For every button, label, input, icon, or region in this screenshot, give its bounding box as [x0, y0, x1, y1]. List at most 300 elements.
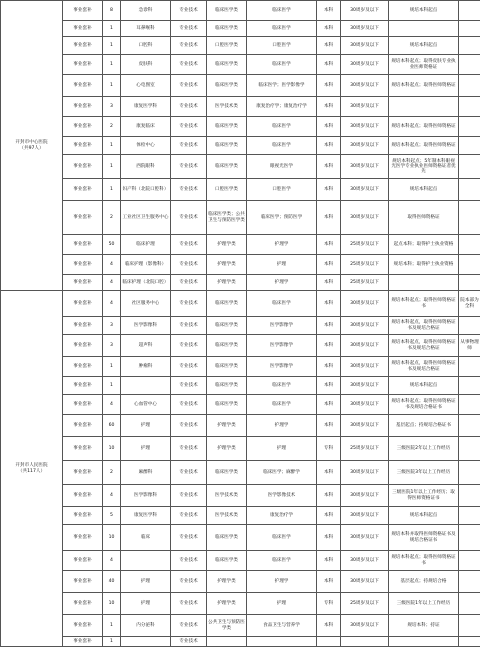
table-row — [1, 551, 480, 571]
education-cell: 本科 — [317, 255, 341, 275]
requirement-cell: 规培本科起点 — [389, 1, 459, 21]
education-cell: 本科 — [317, 357, 341, 377]
education-cell: 本科 — [317, 395, 341, 415]
table-row — [1, 21, 480, 37]
major-cell: 食品卫生与营养学 — [247, 615, 317, 637]
position-category-cell: 专业技术 — [171, 291, 207, 317]
hospital-name: 开封市中心医院 — [2, 140, 61, 145]
department-cell: 康复临床 — [121, 117, 171, 137]
note-cell — [459, 507, 480, 525]
age-limit-cell: 30周岁及以下 — [341, 291, 389, 317]
department-cell: 西院眼科 — [121, 155, 171, 179]
major-category-cell: 医学技术类 — [207, 97, 247, 117]
table-row — [1, 485, 480, 507]
table-row — [1, 75, 480, 97]
post-type-cell: 事业套补 — [63, 275, 103, 291]
major-category-cell: 临床医学类；公共卫生与预防医学类 — [207, 201, 247, 235]
headcount-cell: 4 — [103, 255, 121, 275]
requirement-cell: 规培本科起点；取得皮肤专业执业医师资格证 — [389, 55, 459, 75]
note-cell — [459, 55, 480, 75]
age-limit-cell: 30周岁及以下 — [341, 395, 389, 415]
age-limit-cell: 30周岁及以下 — [341, 415, 389, 437]
education-cell: 本科 — [317, 235, 341, 255]
education-cell: 本科 — [317, 507, 341, 525]
education-cell: 专科 — [317, 593, 341, 615]
headcount-cell: 1 — [103, 179, 121, 201]
headcount-cell: 1 — [103, 155, 121, 179]
major-cell: 护理 — [247, 593, 317, 615]
requirement-cell: 基层起点；持规培合格 — [389, 571, 459, 593]
hospital-name: 开封市人民医院 — [2, 463, 61, 468]
major-category-cell: 临床医学类 — [207, 291, 247, 317]
major-category-cell: 护理学类 — [207, 255, 247, 275]
headcount-cell: 4 — [103, 291, 121, 317]
department-cell: 皮肤科 — [121, 55, 171, 75]
note-cell — [459, 571, 480, 593]
age-limit-cell: 30周岁及以下 — [341, 21, 389, 37]
requirement-cell: 起点本科；取得护士执业资格 — [389, 235, 459, 255]
headcount-cell: 5 — [103, 507, 121, 525]
headcount-cell: 2 — [103, 201, 121, 235]
major-cell: 康复治疗学；康复治疗学 — [247, 97, 317, 117]
age-limit-cell — [341, 637, 389, 647]
education-cell: 本科 — [317, 415, 341, 437]
headcount-cell: 1 — [103, 377, 121, 395]
major-category-cell: 临床医学类 — [207, 551, 247, 571]
post-type-cell: 事业套补 — [63, 21, 103, 37]
position-category-cell: 专业技术 — [171, 395, 207, 415]
position-category-cell: 专业技术 — [171, 137, 207, 155]
age-limit-cell: 25周岁及以下 — [341, 275, 389, 291]
education-cell: 本科 — [317, 377, 341, 395]
headcount-cell: 4 — [103, 395, 121, 415]
table-row — [1, 437, 480, 461]
post-type-cell: 事业套补 — [63, 37, 103, 55]
table-row — [1, 335, 480, 357]
education-cell: 本科 — [317, 571, 341, 593]
age-limit-cell: 30周岁及以下 — [341, 357, 389, 377]
age-limit-cell: 25周岁及以下 — [341, 437, 389, 461]
department-cell: 体检中心 — [121, 137, 171, 155]
position-category-cell: 专业技术 — [171, 551, 207, 571]
post-type-cell: 事业套补 — [63, 201, 103, 235]
major-category-cell: 临床医学类 — [207, 317, 247, 335]
requirement-cell: 规培本科起点；取得医师资格证 — [389, 117, 459, 137]
position-category-cell: 专业技术 — [171, 55, 207, 75]
requirement-cell: 规培本科；取得护士执业资格 — [389, 255, 459, 275]
requirement-cell: 规培本科起点 — [389, 507, 459, 525]
major-category-cell: 临床医学类 — [207, 1, 247, 21]
post-type-cell: 事业套补 — [63, 395, 103, 415]
note-cell — [459, 377, 480, 395]
age-limit-cell: 30周岁及以下 — [341, 75, 389, 97]
department-cell: 工业社区卫生服务中心 — [121, 201, 171, 235]
headcount-cell: 50 — [103, 235, 121, 255]
department-cell: 社区服务中心 — [121, 291, 171, 317]
major-cell: 医学影像技术 — [247, 485, 317, 507]
position-category-cell: 专业技术 — [171, 637, 207, 647]
age-limit-cell: 25周岁及以下 — [341, 593, 389, 615]
requirement-cell: 规培本科起点，取得医师资格证书及规培合格证 — [389, 335, 459, 357]
age-limit-cell: 30周岁及以下 — [341, 155, 389, 179]
major-cell: 护理 — [247, 255, 317, 275]
age-limit-cell: 30周岁及以下 — [341, 201, 389, 235]
age-limit-cell: 30周岁及以下 — [341, 615, 389, 637]
post-type-cell: 事业套补 — [63, 637, 103, 647]
post-type-cell: 事业套补 — [63, 137, 103, 155]
major-cell: 医学影像学 — [247, 317, 317, 335]
education-cell: 本科 — [317, 97, 341, 117]
major-cell: 临床医学 — [247, 137, 317, 155]
education-cell: 本科 — [317, 55, 341, 75]
headcount-cell: 1 — [103, 55, 121, 75]
major-category-cell: 临床医学类 — [207, 21, 247, 37]
major-category-cell: 临床医学类 — [207, 357, 247, 377]
table-row — [1, 593, 480, 615]
requirement-cell: 三级医院1年以上工作经历；取得医师资格证书 — [389, 485, 459, 507]
post-type-cell: 事业套补 — [63, 317, 103, 335]
position-category-cell: 专业技术 — [171, 335, 207, 357]
age-limit-cell: 30周岁及以下 — [341, 571, 389, 593]
headcount-cell: 3 — [103, 97, 121, 117]
hospital-name-cell — [1, 291, 63, 647]
education-cell: 本科 — [317, 21, 341, 37]
position-category-cell: 专业技术 — [171, 275, 207, 291]
requirement-cell: 规培本科起点；取得医师资格证书 — [389, 291, 459, 317]
note-cell: 院本部为全科 — [459, 291, 480, 317]
headcount-cell: 1 — [103, 37, 121, 55]
major-category-cell: 护理学类 — [207, 275, 247, 291]
education-cell: 本科 — [317, 525, 341, 551]
requirement-cell — [389, 97, 459, 117]
position-category-cell: 专业技术 — [171, 593, 207, 615]
education-cell: 本科 — [317, 317, 341, 335]
position-category-cell: 专业技术 — [171, 117, 207, 137]
note-cell — [459, 235, 480, 255]
position-category-cell: 专业技术 — [171, 201, 207, 235]
position-category-cell: 专业技术 — [171, 507, 207, 525]
note-cell — [459, 275, 480, 291]
headcount-cell: 1 — [103, 75, 121, 97]
headcount-cell: 10 — [103, 525, 121, 551]
major-category-cell: 临床医学类 — [207, 395, 247, 415]
post-type-cell: 事业套补 — [63, 335, 103, 357]
department-cell: 护理 — [121, 571, 171, 593]
note-cell — [459, 437, 480, 461]
education-cell: 本科 — [317, 551, 341, 571]
hospital-quota: （共117人） — [2, 469, 61, 474]
hospital-name-cell — [1, 1, 63, 291]
education-cell: 本科 — [317, 461, 341, 485]
note-cell — [459, 615, 480, 637]
major-cell: 护理 — [247, 437, 317, 461]
table-row — [1, 137, 480, 155]
post-type-cell: 事业套补 — [63, 525, 103, 551]
major-category-cell: 医学技术类 — [207, 485, 247, 507]
major-category-cell: 临床医学类 — [207, 461, 247, 485]
headcount-cell: 1 — [103, 637, 121, 647]
position-category-cell: 专业技术 — [171, 179, 207, 201]
major-cell: 临床医学；麻醉学 — [247, 461, 317, 485]
table-row — [1, 117, 480, 137]
department-cell: 心血管中心 — [121, 395, 171, 415]
age-limit-cell: 30周岁及以下 — [341, 461, 389, 485]
major-cell: 口腔医学 — [247, 179, 317, 201]
major-category-cell: 临床医学类 — [207, 55, 247, 75]
post-type-cell: 事业套补 — [63, 179, 103, 201]
department-cell: 护理 — [121, 437, 171, 461]
major-cell: 临床医学；预防医学 — [247, 201, 317, 235]
requirement-cell: 三级医院1年以上工作经历 — [389, 593, 459, 615]
table-row — [1, 55, 480, 75]
requirement-cell: 规培本科起点；取得医师资格证书及规培合格证书 — [389, 395, 459, 415]
department-cell — [121, 637, 171, 647]
headcount-cell: 3 — [103, 335, 121, 357]
department-cell: 护理 — [121, 593, 171, 615]
note-cell — [459, 201, 480, 235]
education-cell: 本科 — [317, 335, 341, 357]
post-type-cell: 事业套补 — [63, 255, 103, 275]
major-cell: 护理学 — [247, 275, 317, 291]
headcount-cell: 10 — [103, 593, 121, 615]
note-cell — [459, 179, 480, 201]
note-cell — [459, 551, 480, 571]
note-cell — [459, 255, 480, 275]
headcount-cell: 1 — [103, 21, 121, 37]
department-cell: 护理 — [121, 415, 171, 437]
education-cell: 本科 — [317, 179, 341, 201]
major-category-cell: 口腔医学类 — [207, 179, 247, 201]
department-cell: 内分泌科 — [121, 615, 171, 637]
department-cell: 康复医学科 — [121, 97, 171, 117]
major-category-cell: 护理学类 — [207, 235, 247, 255]
requirement-cell: 规培本科并取得医师资格证书及规培合格证书 — [389, 525, 459, 551]
major-cell: 临床医学；医学影像学 — [247, 75, 317, 97]
requirement-cell: 规培本科起点，取得医师资格证书及规培合格证 — [389, 357, 459, 377]
major-cell: 护理学 — [247, 571, 317, 593]
age-limit-cell: 30周岁及以下 — [341, 137, 389, 155]
note-cell — [459, 155, 480, 179]
requirement-cell: 规培本科起点；取得医师资格证 — [389, 75, 459, 97]
department-cell: 耳鼻喉科 — [121, 21, 171, 37]
headcount-cell: 1 — [103, 357, 121, 377]
major-cell: 临床医学 — [247, 291, 317, 317]
position-category-cell: 专业技术 — [171, 75, 207, 97]
post-type-cell: 事业套补 — [63, 551, 103, 571]
major-cell: 临床医学 — [247, 377, 317, 395]
post-type-cell: 事业套补 — [63, 357, 103, 377]
major-cell: 护理学 — [247, 415, 317, 437]
note-cell — [459, 37, 480, 55]
headcount-cell: 3 — [103, 317, 121, 335]
headcount-cell: 2 — [103, 117, 121, 137]
table-row — [1, 461, 480, 485]
requirement-cell — [389, 637, 459, 647]
post-type-cell: 事业套补 — [63, 507, 103, 525]
education-cell — [317, 637, 341, 647]
note-cell — [459, 137, 480, 155]
note-cell — [459, 525, 480, 551]
position-category-cell: 专业技术 — [171, 37, 207, 55]
department-cell: 心电图室 — [121, 75, 171, 97]
note-cell — [459, 21, 480, 37]
table-row — [1, 291, 480, 317]
age-limit-cell: 30周岁及以下 — [341, 525, 389, 551]
age-limit-cell: 30周岁及以下 — [341, 179, 389, 201]
table-row — [1, 357, 480, 377]
note-cell — [459, 415, 480, 437]
post-type-cell: 事业套补 — [63, 571, 103, 593]
education-cell: 本科 — [317, 275, 341, 291]
department-cell: 临床护理 — [121, 235, 171, 255]
major-category-cell: 临床医学类 — [207, 335, 247, 357]
requirement-cell: 规培本科起点，取得医师资格证书及规培合格证 — [389, 317, 459, 335]
age-limit-cell: 25周岁及以下 — [341, 235, 389, 255]
major-cell — [247, 637, 317, 647]
education-cell: 本科 — [317, 137, 341, 155]
requirement-cell — [389, 21, 459, 37]
headcount-cell: 40 — [103, 571, 121, 593]
post-type-cell: 事业套补 — [63, 235, 103, 255]
major-cell: 口腔医学 — [247, 37, 317, 55]
post-type-cell: 事业套补 — [63, 415, 103, 437]
education-cell: 专科 — [317, 437, 341, 461]
position-category-cell: 专业技术 — [171, 437, 207, 461]
headcount-cell: 10 — [103, 437, 121, 461]
position-category-cell: 专业技术 — [171, 357, 207, 377]
major-category-cell: 临床医学类 — [207, 137, 247, 155]
table-row — [1, 1, 480, 21]
note-cell — [459, 117, 480, 137]
major-category-cell: 医学技术类 — [207, 507, 247, 525]
position-category-cell: 专业技术 — [171, 415, 207, 437]
age-limit-cell: 30周岁及以下 — [341, 55, 389, 75]
education-cell: 本科 — [317, 37, 341, 55]
position-category-cell: 专业技术 — [171, 525, 207, 551]
position-category-cell: 专业技术 — [171, 377, 207, 395]
major-category-cell: 临床医学类 — [207, 377, 247, 395]
department-cell — [121, 377, 171, 395]
post-type-cell: 事业套补 — [63, 291, 103, 317]
major-category-cell: 临床医学类 — [207, 525, 247, 551]
age-limit-cell: 30周岁及以下 — [341, 97, 389, 117]
age-limit-cell: 30周岁及以下 — [341, 507, 389, 525]
education-cell: 本科 — [317, 117, 341, 137]
table-row — [1, 615, 480, 637]
requirement-cell: 规培本科起点 — [389, 37, 459, 55]
table-row — [1, 377, 480, 395]
requirement-cell — [389, 275, 459, 291]
major-category-cell: 临床医学类 — [207, 75, 247, 97]
education-cell: 本科 — [317, 75, 341, 97]
note-cell — [459, 317, 480, 335]
major-cell: 临床医学 — [247, 21, 317, 37]
table-row — [1, 97, 480, 117]
major-category-cell — [207, 637, 247, 647]
table-row — [1, 255, 480, 275]
department-cell: 临床护理（北院口腔） — [121, 275, 171, 291]
major-category-cell: 护理学类 — [207, 437, 247, 461]
position-category-cell: 专业技术 — [171, 21, 207, 37]
note-cell — [459, 357, 480, 377]
major-category-cell: 口腔医学类 — [207, 37, 247, 55]
department-cell: 医学影像科 — [121, 485, 171, 507]
major-category-cell: 护理学类 — [207, 571, 247, 593]
note-cell — [459, 1, 480, 21]
note-cell — [459, 485, 480, 507]
age-limit-cell: 30周岁及以下 — [341, 37, 389, 55]
major-cell: 医学影像学 — [247, 357, 317, 377]
education-cell: 本科 — [317, 291, 341, 317]
requirement-cell: 基层起点；持规培合格证书 — [389, 415, 459, 437]
position-category-cell: 专业技术 — [171, 97, 207, 117]
department-cell: 肿瘤科 — [121, 357, 171, 377]
table-row — [1, 637, 480, 647]
department-cell: 康复医学科 — [121, 507, 171, 525]
headcount-cell: 60 — [103, 415, 121, 437]
headcount-cell: 1 — [103, 137, 121, 155]
post-type-cell: 事业套补 — [63, 97, 103, 117]
major-category-cell: 临床医学类 — [207, 117, 247, 137]
table-row — [1, 571, 480, 593]
department-cell: 超声科 — [121, 335, 171, 357]
position-category-cell: 专业技术 — [171, 317, 207, 335]
age-limit-cell: 30周岁及以下 — [341, 117, 389, 137]
major-cell: 护理学 — [247, 235, 317, 255]
post-type-cell: 事业套补 — [63, 155, 103, 179]
post-type-cell: 事业套补 — [63, 615, 103, 637]
table-row — [1, 37, 480, 55]
department-cell: 麻醉科 — [121, 461, 171, 485]
major-cell: 临床医学 — [247, 551, 317, 571]
position-category-cell: 专业技术 — [171, 235, 207, 255]
position-category-cell: 专业技术 — [171, 485, 207, 507]
post-type-cell: 事业套补 — [63, 1, 103, 21]
education-cell: 本科 — [317, 615, 341, 637]
post-type-cell: 事业套补 — [63, 55, 103, 75]
major-cell: 临床医学 — [247, 525, 317, 551]
major-cell: 康复治疗学 — [247, 507, 317, 525]
headcount-cell: 4 — [103, 551, 121, 571]
age-limit-cell: 30周岁及以下 — [341, 1, 389, 21]
post-type-cell: 事业套补 — [63, 461, 103, 485]
requirement-cell: 规培本科；持证 — [389, 615, 459, 637]
table-row — [1, 155, 480, 179]
department-cell: 口腔科 — [121, 37, 171, 55]
department-cell: 妇产科（北院口腔科） — [121, 179, 171, 201]
note-cell — [459, 97, 480, 117]
requirement-cell: 规培本科起点 — [389, 377, 459, 395]
table-row — [1, 275, 480, 291]
department-cell: 临床 — [121, 525, 171, 551]
major-category-cell: 临床医学类 — [207, 155, 247, 179]
major-cell: 医学影像学 — [247, 335, 317, 357]
table-row — [1, 317, 480, 335]
headcount-cell: 4 — [103, 485, 121, 507]
table-row — [1, 395, 480, 415]
post-type-cell: 事业套补 — [63, 377, 103, 395]
post-type-cell: 事业套补 — [63, 117, 103, 137]
position-category-cell: 专业技术 — [171, 615, 207, 637]
position-category-cell: 专业技术 — [171, 571, 207, 593]
headcount-cell: 2 — [103, 461, 121, 485]
requirement-cell: 规培本科起点；取得医师资格证 — [389, 137, 459, 155]
requirement-cell: 规培本科起点；5年制本科眼视光医学专业执业医师资格证者优先 — [389, 155, 459, 179]
position-category-cell: 专业技术 — [171, 155, 207, 179]
department-cell: 医学影像科 — [121, 317, 171, 335]
post-type-cell: 事业套补 — [63, 437, 103, 461]
major-category-cell: 护理学类 — [207, 415, 247, 437]
